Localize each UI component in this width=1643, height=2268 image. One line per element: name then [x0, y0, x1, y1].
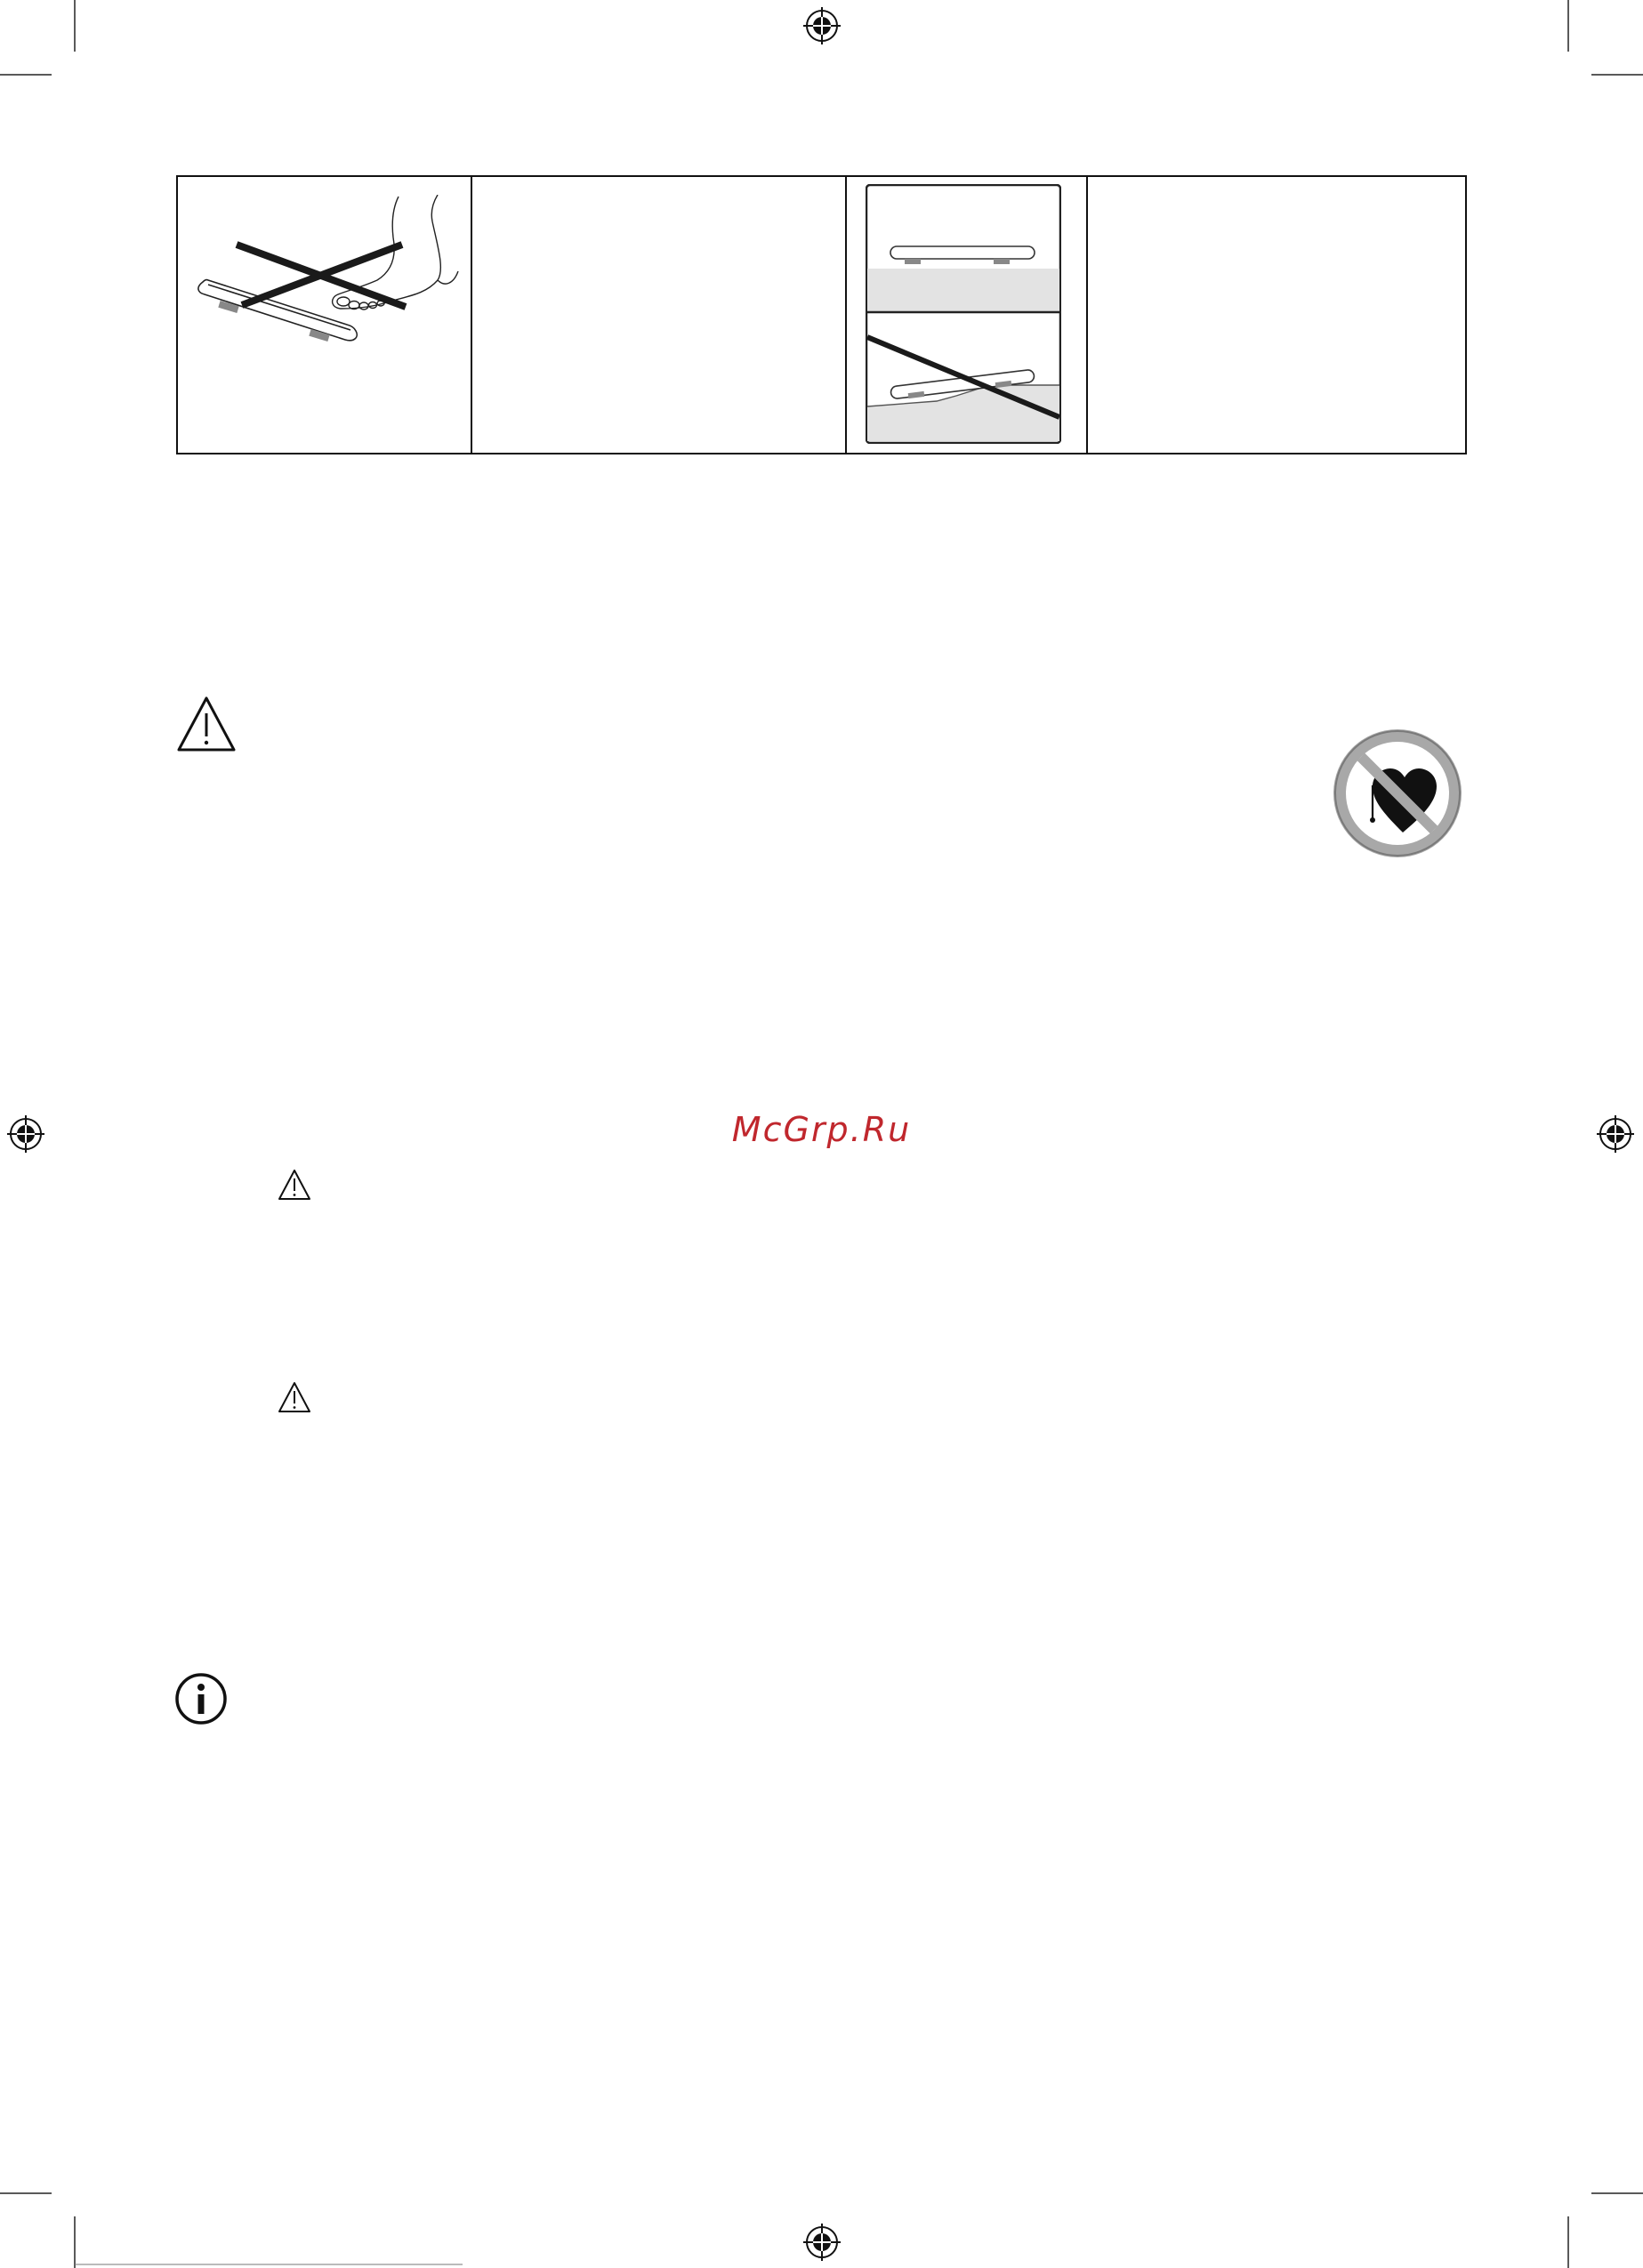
info-icon [174, 1672, 228, 1725]
scale-on-level-vs-uneven-floor-illustration [866, 184, 1061, 444]
registration-mark-icon [803, 2224, 841, 2261]
warning-triangle-icon [278, 1169, 311, 1201]
warning-triangle-icon [278, 1381, 311, 1413]
empty-text-cell [1088, 177, 1465, 453]
illustration-table [176, 175, 1467, 454]
warning-triangle-icon [176, 696, 237, 752]
registration-mark-icon [803, 7, 841, 44]
no-pacemaker-icon [1332, 728, 1463, 859]
foot-on-scale-edge-prohibited-illustration [187, 195, 463, 346]
empty-text-cell [472, 177, 845, 453]
watermark-text: McGrp.Ru [731, 1110, 912, 1149]
